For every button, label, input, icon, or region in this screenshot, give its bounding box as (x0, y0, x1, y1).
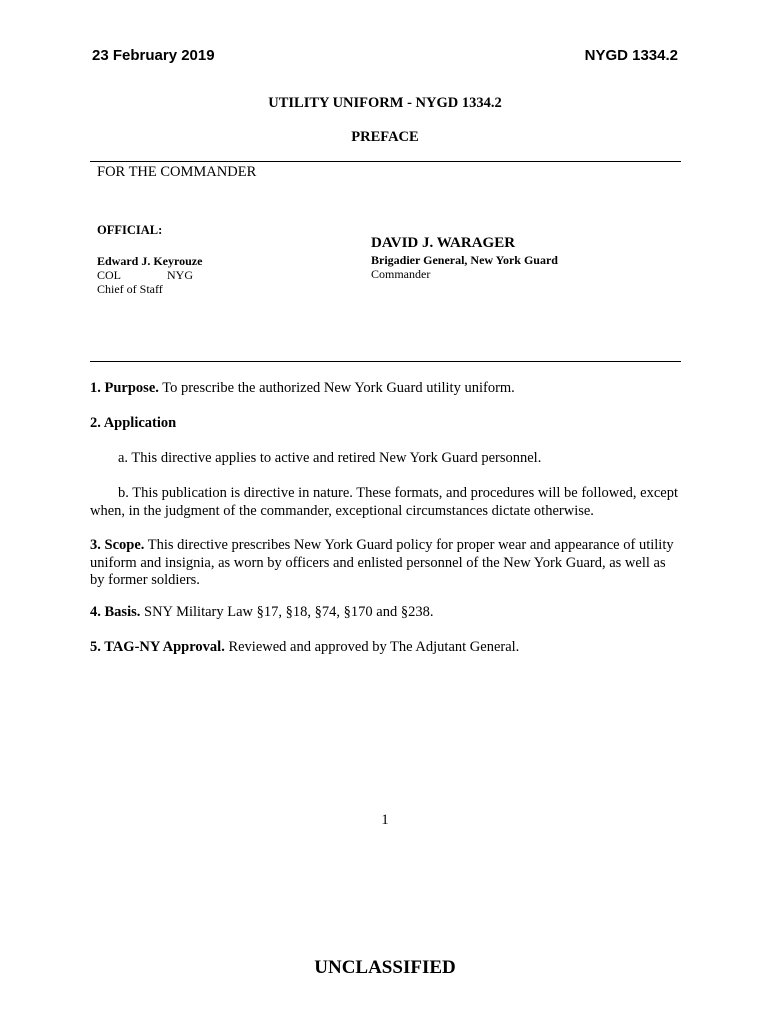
page-number: 1 (381, 812, 389, 828)
approval-label: 5. TAG-NY Approval. (90, 639, 225, 655)
document-title: UTILITY UNIFORM - NYGD 1334.2 (268, 95, 502, 111)
section-approval (90, 639, 682, 657)
header-doc-number: NYGD 1334.2 (584, 47, 678, 64)
basis-text: SNY Military Law §17, §18, §74, §170 and §238. (144, 604, 434, 620)
approval-text: Reviewed and approved by The Adjutant General. (228, 639, 520, 655)
commander-name: DAVID J. WARAGER (371, 235, 516, 251)
signer-title: Chief of Staff (97, 282, 163, 296)
purpose-text: To prescribe the authorized New York Guard utility uniform. (162, 380, 515, 396)
commander-block (371, 234, 558, 281)
official-label: OFFICIAL: (97, 223, 163, 237)
application-heading: 2. Application (90, 415, 177, 431)
header-date: 23 February 2019 (92, 47, 215, 64)
application-item-a: a. This directive applies to active and retired New York Guard personnel. (118, 450, 542, 466)
purpose-label: 1. Purpose. (90, 380, 159, 396)
commander-rank-title: Brigadier General, New York Guard (371, 253, 558, 267)
signer-name: Edward J. Keyrouze (97, 254, 203, 268)
scope-label: 3. Scope. (90, 537, 145, 553)
signer-rank: COL (97, 268, 121, 282)
document-subtitle: PREFACE (351, 129, 419, 145)
section-basis (90, 604, 682, 622)
commander-title: Commander (371, 267, 431, 281)
signer-unit: NYG (167, 268, 193, 282)
basis-label: 4. Basis. (90, 604, 141, 620)
classification-marking: UNCLASSIFIED (314, 957, 456, 978)
section-scope (90, 537, 682, 590)
section-purpose (90, 380, 682, 398)
top-divider (90, 161, 681, 162)
for-commander-line: FOR THE COMMANDER (97, 164, 257, 180)
bottom-divider (90, 361, 681, 362)
signer-block (97, 254, 202, 296)
signer-rank-row (97, 268, 202, 282)
scope-text: This directive prescribes New York Guard policy for proper wear and appearance of utility uniform and insignia, as worn by officers and enlisted personnel of the New York Guard, as well as by former soldiers. (90, 537, 674, 588)
application-item-b: b. This publication is directive in nature. These formats, and procedures will be followed, except when, in the judgment of the commander, exceptional circumstances dictate otherwise. (90, 485, 678, 519)
